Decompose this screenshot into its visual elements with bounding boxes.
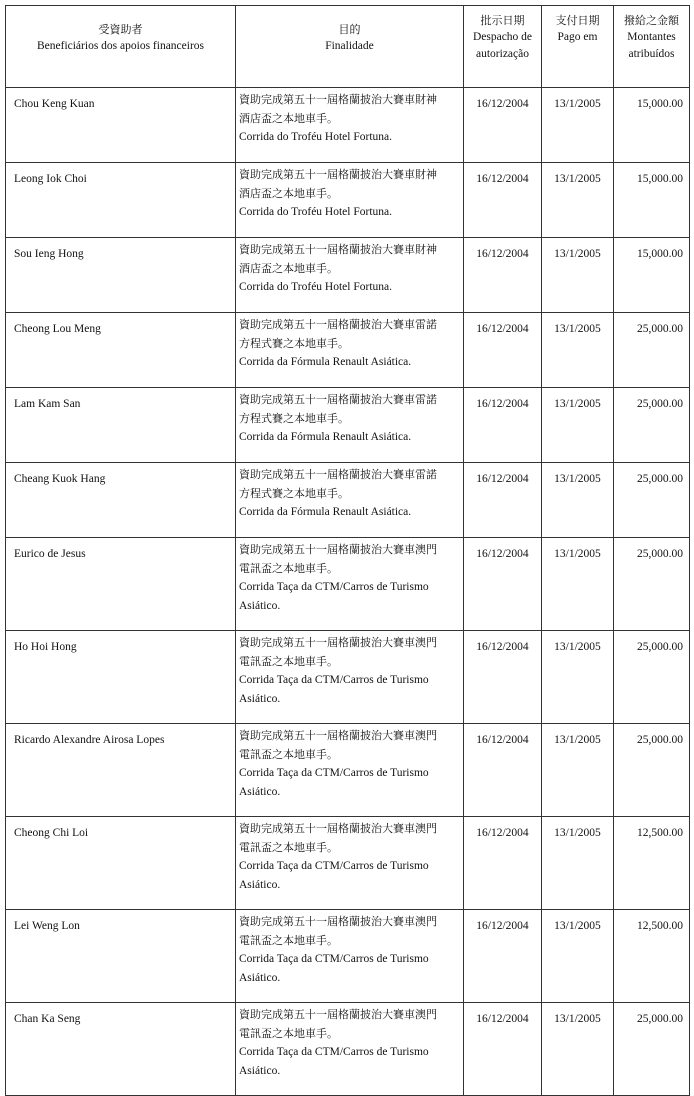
purpose-zh-line-2: 酒店盃之本地車手。 [239, 261, 338, 275]
dispatch-date: 16/12/2004 [464, 817, 542, 910]
beneficiary-name: Leong Iok Choi [6, 163, 236, 238]
purpose-cell [236, 388, 464, 463]
purpose-zh-line-2: 電訊盃之本地車手。 [239, 1026, 338, 1040]
purpose-cell [236, 1003, 464, 1096]
purpose-zh-line-2: 電訊盃之本地車手。 [239, 747, 338, 761]
purpose-zh-line-2: 酒店盃之本地車手。 [239, 111, 338, 125]
table-row [6, 313, 690, 388]
purpose-pt-line-2: Asiático. [239, 1064, 281, 1077]
purpose-cell [236, 463, 464, 538]
header-paid-pt: Pago em [557, 31, 598, 43]
purpose-pt-line-1: Corrida do Troféu Hotel Fortuna. [239, 206, 393, 218]
purpose-pt-line-1: Corrida da Fórmula Renault Asiática. [239, 431, 412, 443]
paid-date: 13/1/2005 [542, 238, 614, 313]
paid-date: 13/1/2005 [542, 163, 614, 238]
header-paid [542, 6, 614, 88]
dispatch-date: 16/12/2004 [464, 538, 542, 631]
amount: 12,500.00 [614, 910, 690, 1003]
purpose-zh-line-2: 方程式賽之本地車手。 [239, 411, 349, 425]
purpose-cell [236, 910, 464, 1003]
table-row [6, 463, 690, 538]
header-amount-pt-2: atribuídos [628, 48, 675, 60]
subsidy-table [5, 5, 690, 1096]
purpose-cell [236, 724, 464, 817]
purpose-cell [236, 238, 464, 313]
header-dispatch-pt-1: Despacho de [472, 31, 533, 43]
purpose-zh-line-1: 資助完成第五十一屆格蘭披治大賽車雷諾 [239, 318, 437, 331]
purpose-pt-line-1: Corrida do Troféu Hotel Fortuna. [239, 131, 393, 143]
purpose-pt-line-1: Corrida da Fórmula Renault Asiática. [239, 356, 412, 368]
purpose-pt-line-2: Asiático. [239, 692, 281, 705]
table-row [6, 910, 690, 1003]
amount: 25,000.00 [614, 388, 690, 463]
purpose-pt-line-1: Corrida Taça da CTM/Carros de Turismo [239, 581, 429, 593]
purpose-zh-line-1: 資助完成第五十一屆格蘭披治大賽車澳門 [239, 1008, 437, 1021]
table-row [6, 1003, 690, 1096]
amount: 15,000.00 [614, 238, 690, 313]
beneficiary-name: Cheang Kuok Hang [6, 463, 236, 538]
purpose-zh-line-1: 資助完成第五十一屆格蘭披治大賽車澳門 [239, 822, 437, 835]
dispatch-date: 16/12/2004 [464, 238, 542, 313]
purpose-pt-line-2: Asiático. [239, 785, 281, 798]
paid-date: 13/1/2005 [542, 88, 614, 163]
header-dispatch-zh: 批示日期 [480, 14, 525, 27]
purpose-zh-line-1: 資助完成第五十一屆格蘭披治大賽車財神 [239, 93, 437, 106]
header-dispatch-pt-2: autorização [476, 48, 529, 60]
dispatch-date: 16/12/2004 [464, 1003, 542, 1096]
purpose-zh-line-1: 資助完成第五十一屆格蘭披治大賽車澳門 [239, 543, 437, 556]
beneficiary-name: Ricardo Alexandre Airosa Lopes [6, 724, 236, 817]
dispatch-date: 16/12/2004 [464, 388, 542, 463]
beneficiary-name: Chan Ka Seng [6, 1003, 236, 1096]
amount: 25,000.00 [614, 538, 690, 631]
purpose-cell [236, 631, 464, 724]
purpose-zh-line-2: 電訊盃之本地車手。 [239, 933, 338, 947]
purpose-pt-line-1: Corrida Taça da CTM/Carros de Turismo [239, 674, 429, 686]
amount: 25,000.00 [614, 724, 690, 817]
amount: 15,000.00 [614, 88, 690, 163]
purpose-zh-line-1: 資助完成第五十一屆格蘭披治大賽車雷諾 [239, 468, 437, 481]
purpose-zh-line-2: 電訊盃之本地車手。 [239, 561, 338, 575]
header-purpose-pt: Finalidade [325, 40, 374, 52]
purpose-cell [236, 538, 464, 631]
purpose-pt-line-1: Corrida Taça da CTM/Carros de Turismo [239, 953, 429, 965]
dispatch-date: 16/12/2004 [464, 313, 542, 388]
purpose-pt-line-2: Asiático. [239, 971, 281, 984]
beneficiary-name: Lam Kam San [6, 388, 236, 463]
beneficiary-name: Chou Keng Kuan [6, 88, 236, 163]
header-paid-zh: 支付日期 [555, 14, 600, 27]
dispatch-date: 16/12/2004 [464, 724, 542, 817]
paid-date: 13/1/2005 [542, 910, 614, 1003]
header-amount-zh: 撥給之金額 [624, 14, 679, 27]
table-row [6, 631, 690, 724]
purpose-zh-line-2: 方程式賽之本地車手。 [239, 336, 349, 350]
purpose-zh-line-2: 方程式賽之本地車手。 [239, 486, 349, 500]
purpose-pt-line-1: Corrida da Fórmula Renault Asiática. [239, 506, 412, 518]
amount: 25,000.00 [614, 313, 690, 388]
purpose-pt-line-1: Corrida Taça da CTM/Carros de Turismo [239, 1046, 429, 1058]
header-purpose-zh: 目的 [338, 23, 361, 36]
purpose-zh-line-2: 電訊盃之本地車手。 [239, 654, 338, 668]
paid-date: 13/1/2005 [542, 313, 614, 388]
purpose-pt-line-1: Corrida Taça da CTM/Carros de Turismo [239, 767, 429, 779]
paid-date: 13/1/2005 [542, 817, 614, 910]
paid-date: 13/1/2005 [542, 1003, 614, 1096]
header-purpose [236, 6, 464, 88]
purpose-cell [236, 313, 464, 388]
header-row [6, 6, 690, 88]
table-row [6, 817, 690, 910]
purpose-cell [236, 88, 464, 163]
beneficiary-name: Eurico de Jesus [6, 538, 236, 631]
purpose-pt-line-1: Corrida do Troféu Hotel Fortuna. [239, 281, 393, 293]
dispatch-date: 16/12/2004 [464, 631, 542, 724]
purpose-cell [236, 163, 464, 238]
purpose-zh-line-1: 資助完成第五十一屆格蘭披治大賽車財神 [239, 243, 437, 256]
table-row [6, 88, 690, 163]
purpose-zh-line-1: 資助完成第五十一屆格蘭披治大賽車澳門 [239, 729, 437, 742]
dispatch-date: 16/12/2004 [464, 910, 542, 1003]
table-row [6, 388, 690, 463]
amount: 25,000.00 [614, 463, 690, 538]
table-row [6, 238, 690, 313]
purpose-pt-line-2: Asiático. [239, 599, 281, 612]
paid-date: 13/1/2005 [542, 631, 614, 724]
purpose-zh-line-1: 資助完成第五十一屆格蘭披治大賽車澳門 [239, 915, 437, 928]
purpose-cell [236, 817, 464, 910]
beneficiary-name: Ho Hoi Hong [6, 631, 236, 724]
dispatch-date: 16/12/2004 [464, 463, 542, 538]
paid-date: 13/1/2005 [542, 463, 614, 538]
dispatch-date: 16/12/2004 [464, 163, 542, 238]
beneficiary-name: Cheong Lou Meng [6, 313, 236, 388]
header-beneficiary-zh: 受資助者 [98, 23, 143, 36]
header-amount [614, 6, 690, 88]
table-row [6, 538, 690, 631]
paid-date: 13/1/2005 [542, 724, 614, 817]
amount: 25,000.00 [614, 631, 690, 724]
amount: 15,000.00 [614, 163, 690, 238]
purpose-zh-line-1: 資助完成第五十一屆格蘭披治大賽車雷諾 [239, 393, 437, 406]
dispatch-date: 16/12/2004 [464, 88, 542, 163]
beneficiary-name: Cheong Chi Loi [6, 817, 236, 910]
paid-date: 13/1/2005 [542, 538, 614, 631]
purpose-zh-line-2: 酒店盃之本地車手。 [239, 186, 338, 200]
header-beneficiary-pt: Beneficiários dos apoios financeiros [36, 40, 205, 52]
purpose-zh-line-1: 資助完成第五十一屆格蘭披治大賽車財神 [239, 168, 437, 181]
purpose-zh-line-1: 資助完成第五十一屆格蘭披治大賽車澳門 [239, 636, 437, 649]
table-row [6, 724, 690, 817]
table-row [6, 163, 690, 238]
purpose-zh-line-2: 電訊盃之本地車手。 [239, 840, 338, 854]
paid-date: 13/1/2005 [542, 388, 614, 463]
header-amount-pt-1: Montantes [627, 31, 676, 43]
header-dispatch [464, 6, 542, 88]
beneficiary-name: Sou Ieng Hong [6, 238, 236, 313]
amount: 12,500.00 [614, 817, 690, 910]
purpose-pt-line-1: Corrida Taça da CTM/Carros de Turismo [239, 860, 429, 872]
amount: 25,000.00 [614, 1003, 690, 1096]
header-beneficiary [6, 6, 236, 88]
purpose-pt-line-2: Asiático. [239, 878, 281, 891]
beneficiary-name: Lei Weng Lon [6, 910, 236, 1003]
